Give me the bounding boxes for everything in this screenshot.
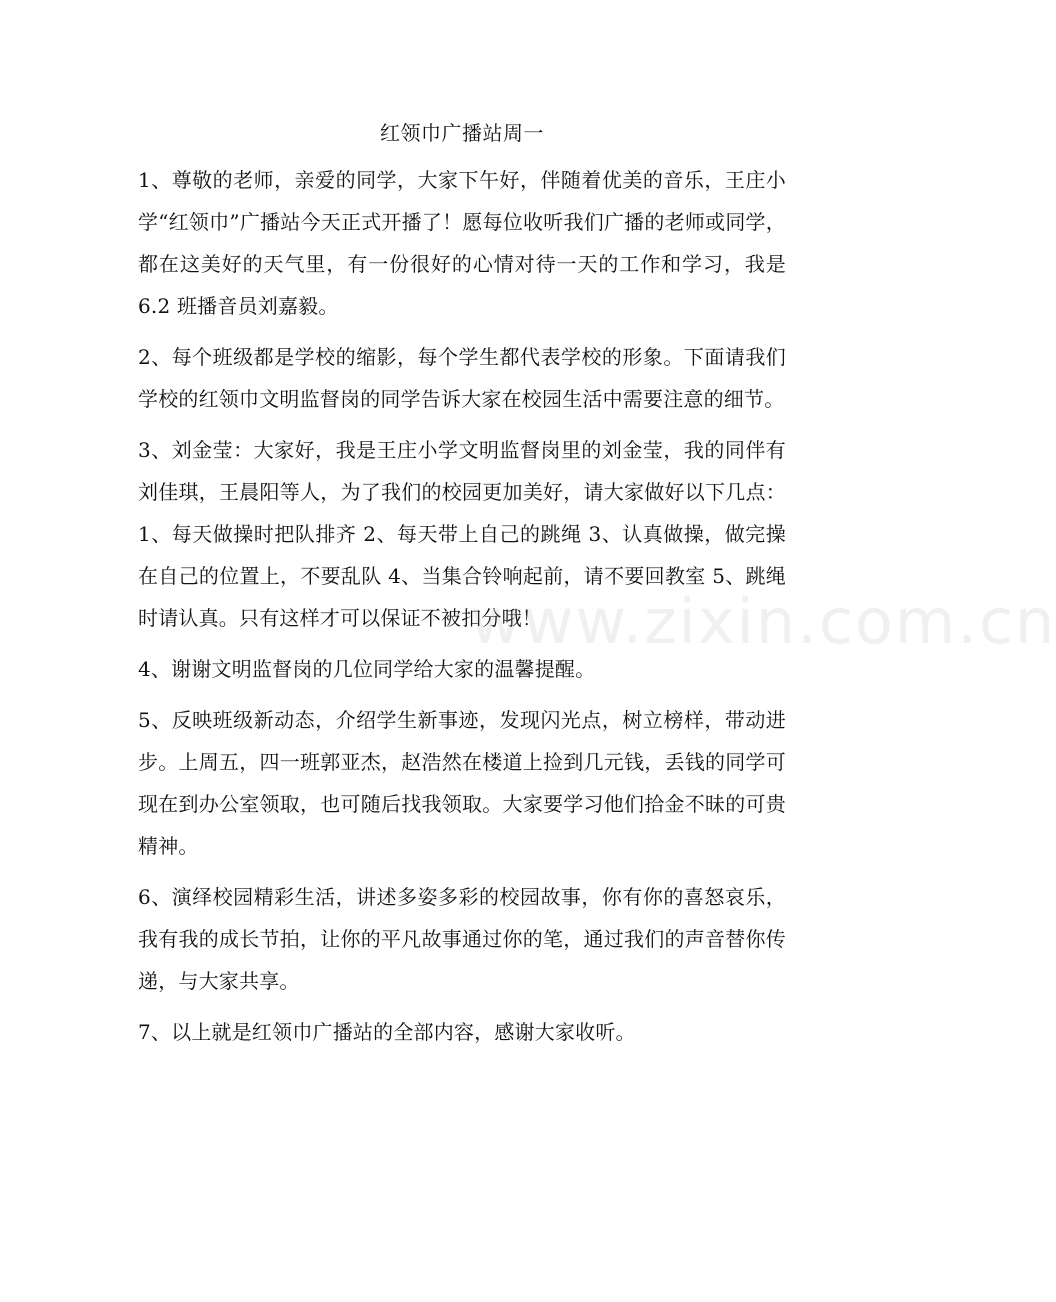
paragraph-7: 7、以上就是红领巾广播站的全部内容，感谢大家收听。 [138, 1020, 636, 1044]
paragraph-3: 3、刘金莹：大家好，我是王庄小学文明监督岗里的刘金莹，我的同伴有刘佳琪，王晨阳等人，为了我们的校园更加美好，请大家做好以下几点：1、每天做操时把队排齐 2、每天带上自己的跳绳 3、认真做操，做完操在自己的位置上，不要乱队 4、当集合铃响起前，请不要回教室 5、跳绳时请认真。只有这样才可以保证不被扣分哦！ [138, 438, 786, 630]
paragraph-6: 6、演绎校园精彩生活，讲述多姿多彩的校园故事，你有你的喜怒哀乐，我有我的成长节拍，让你的平凡故事通过你的笔，通过我们的声音替你传递，与大家共享。 [138, 885, 786, 993]
watermark: www.zixin.com.cn [470, 585, 1056, 658]
paragraph-5: 5、反映班级新动态，介绍学生新事迹，发现闪光点，树立榜样，带动进步。上周五，四一班郭亚杰，赵浩然在楼道上捡到几元钱，丢钱的同学可现在到办公室领取，也可随后找我领取。大家要学习他们拾金不昧的可贵精神。 [138, 708, 786, 858]
document-page [138, 118, 786, 1062]
paragraph-1: 1、尊敬的老师，亲爱的同学，大家下午好，伴随着优美的音乐，王庄小学“红领巾”广播站今天正式开播了！愿每位收听我们广播的老师或同学，都在这美好的天气里，有一份很好的心情对待一天的工作和学习，我是 6.2 班播音员刘嘉毅。 [138, 168, 786, 318]
document-title: 红领巾广播站周一 [380, 121, 544, 145]
paragraph-4: 4、谢谢文明监督岗的几位同学给大家的温馨提醒。 [138, 657, 596, 681]
paragraph-2: 2、每个班级都是学校的缩影，每个学生都代表学校的形象。下面请我们学校的红领巾文明监督岗的同学告诉大家在校园生活中需要注意的细节。 [138, 345, 786, 411]
